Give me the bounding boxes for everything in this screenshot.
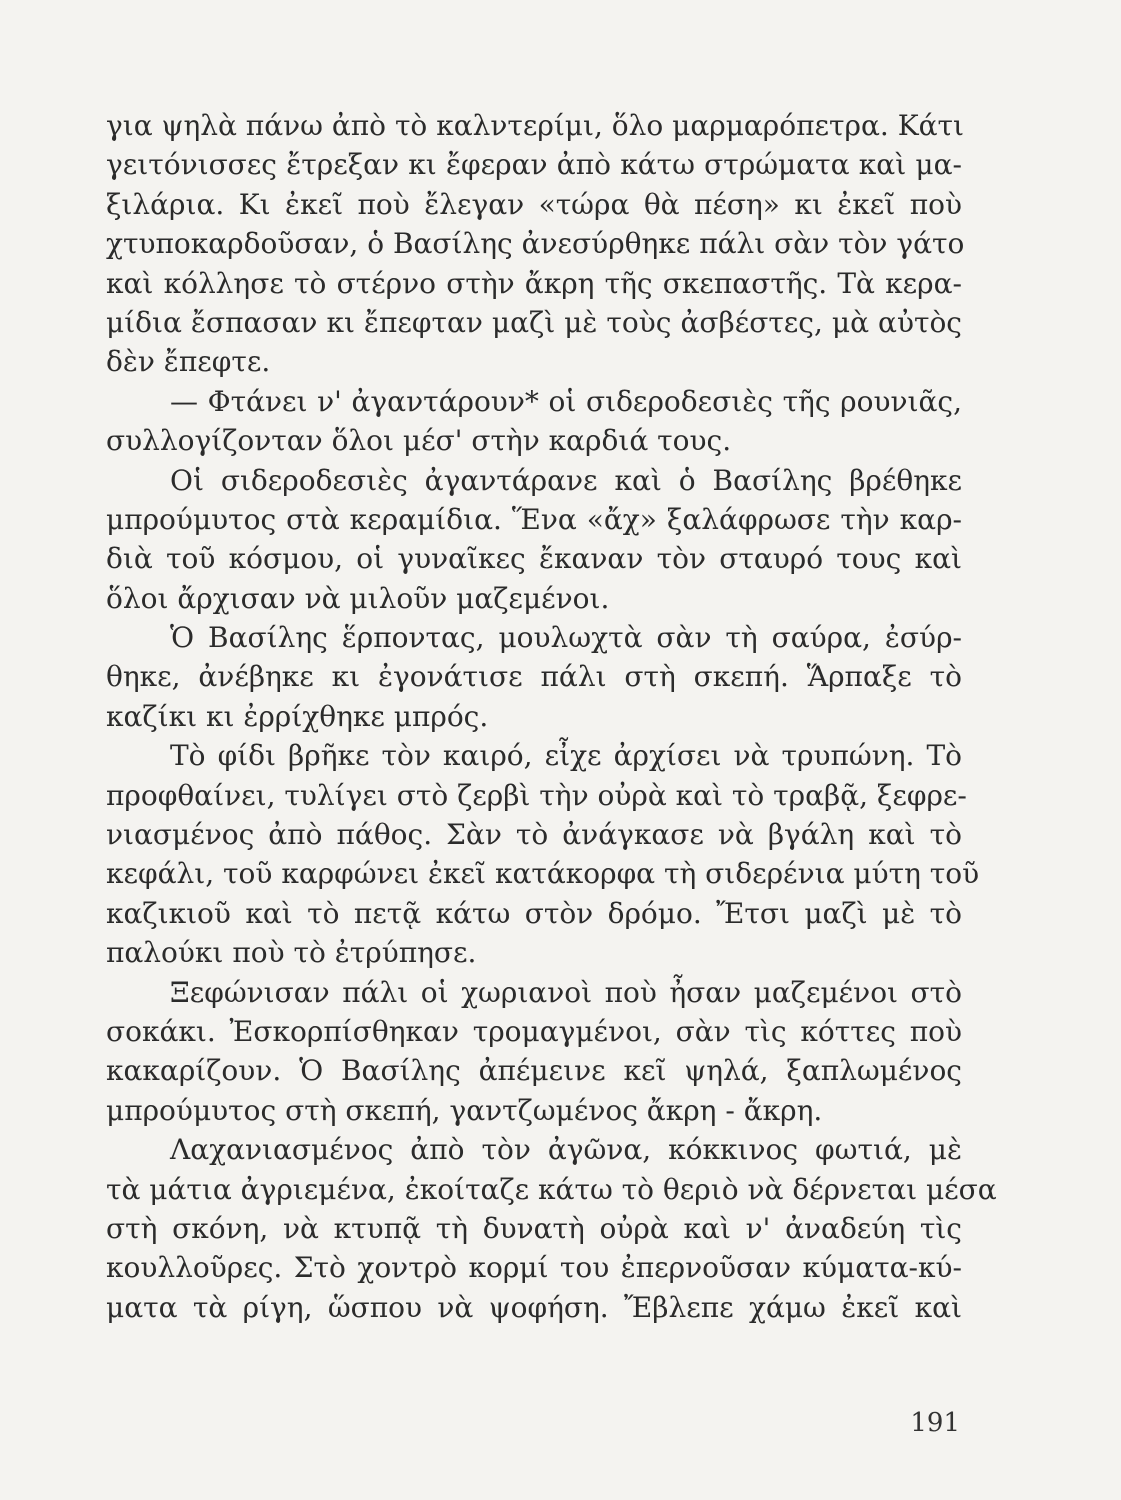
paragraph (106, 973, 962, 1131)
text-line: διὰ τοῦ κόσμου, οἱ γυναῖκες ἔκαναν τὸν σταυρό τους καὶ (106, 542, 962, 576)
text-line: ὅλοι ἄρχισαν νὰ μιλοῦν μαζεμένοι. (106, 581, 610, 615)
text-line: σοκάκι. Ἐσκορπίσθηκαν τρομαγμένοι, σὰν τὶς κόττες ποὺ (106, 1014, 962, 1048)
text-line: καὶ κόλλησε τὸ στέρνο στὴν ἄκρη τῆς σκεπαστῆς. Τὰ κερα- (106, 266, 962, 300)
text-line: μπρούμυτος στὴ σκεπή, γαντζωμένος ἄκρη - ἄκρη. (106, 1093, 823, 1127)
paragraph (106, 1130, 997, 1327)
text-line: κεφάλι, τοῦ καρφώνει ἐκεῖ κατάκορφα τὴ σιδερένια μύτη τοῦ (106, 857, 980, 891)
text-line: χτυποκαρδοῦσαν, ὁ Βασίλης ἀνεσύρθηκε πάλι σὰν τὸν γάτο (106, 227, 965, 261)
text-line: ξιλάρια. Κι ἐκεῖ ποὺ ἔλεγαν «τώρα θὰ πέση» κι ἐκεῖ ποὺ (106, 187, 962, 221)
text-line: καζίκι κι ἐρρίχθηκε μπρός. (106, 699, 489, 733)
paragraph (106, 461, 962, 619)
text-line: για ψηλὰ πάνω ἀπὸ τὸ καλντερίμι, ὅλο μαρμαρόπετρα. Κάτι (106, 109, 964, 142)
text-line: Τὸ φίδι βρῆκε τὸν καιρό, εἶχε ἀρχίσει νὰ τρυπώνη. Τὸ (170, 739, 962, 773)
text-line: κακαρίζουν. Ὁ Βασίλης ἀπέμεινε κεῖ ψηλά, ξαπλωμένος (106, 1054, 962, 1088)
text-line: — Φτάνει ν' ἀγαντάρουν* οἱ σιδεροδεσιὲς τῆς ρουνιᾶς, (170, 384, 962, 418)
text-line: παλούκι ποὺ τὸ ἐτρύπησε. (106, 936, 477, 970)
text-line: νιασμένος ἀπὸ πάθος. Σὰν τὸ ἀνάγκασε νὰ βγάλη καὶ τὸ (106, 818, 962, 852)
text-line: Οἱ σιδεροδεσιὲς ἀγαντάρανε καὶ ὁ Βασίλης βρέθηκε (170, 463, 962, 497)
text-line: καζικιοῦ καὶ τὸ πετᾷ κάτω στὸν δρόμο. Ἔτσι μαζὶ μὲ τὸ (106, 896, 962, 930)
text-line: στὴ σκόνη, νὰ κτυπᾷ τὴ δυνατὴ οὐρὰ καὶ ν' ἀναδεύη τὶς (106, 1211, 962, 1245)
text-line: κουλλοῦρες. Στὸ χοντρὸ κορμί του ἐπερνοῦσαν κύματα-κύ- (106, 1251, 962, 1285)
text-line: δὲν ἔπεφτε. (106, 345, 271, 379)
text-line: μπρούμυτος στὰ κεραμίδια. Ἕνα «ἄχ» ξαλάφρωσε τὴν καρ- (106, 502, 962, 536)
text-line: Ὁ Βασίλης ἕρποντας, μουλωχτὰ σὰν τὴ σαύρα, ἐσύρ- (170, 621, 962, 655)
paragraph (106, 618, 962, 736)
paragraph (106, 106, 965, 382)
page-number: 191 (910, 1408, 960, 1438)
text-line: συλλογίζονταν ὅλοι μέσ' στὴν καρδιά τους. (106, 424, 732, 458)
text-line: προφθαίνει, τυλίγει στὸ ζερβὶ τὴν οὐρὰ καὶ τὸ τραβᾷ, ξεφρε- (106, 778, 967, 812)
paragraph (106, 382, 962, 461)
text-line: γειτόνισσες ἔτρεξαν κι ἔφεραν ἀπὸ κάτω στρώματα καὶ μα- (106, 148, 962, 182)
text-line: Ξεφώνισαν πάλι οἱ χωριανοὶ ποὺ ἦσαν μαζεμένοι στὸ (170, 975, 962, 1009)
body-text (106, 106, 997, 1327)
paragraph (106, 736, 980, 972)
text-line: Λαχανιασμένος ἀπὸ τὸν ἀγῶνα, κόκκινος φωτιά, μὲ (170, 1133, 962, 1167)
text-line: μίδια ἔσπασαν κι ἔπεφταν μαζὶ μὲ τοὺς ἀσβέστες, μὰ αὐτὸς (106, 305, 962, 339)
text-line: θηκε, ἀνέβηκε κι ἐγονάτισε πάλι στὴ σκεπή. Ἅρπαξε τὸ (106, 660, 962, 694)
text-line: ματα τὰ ρίγη, ὥσπου νὰ ψοφήση. Ἔβλεπε χάμω ἐκεῖ καὶ (106, 1290, 962, 1324)
text-line: τὰ μάτια ἀγριεμένα, ἐκοίταζε κάτω τὸ θεριὸ νὰ δέρνεται μέσα (106, 1172, 997, 1206)
